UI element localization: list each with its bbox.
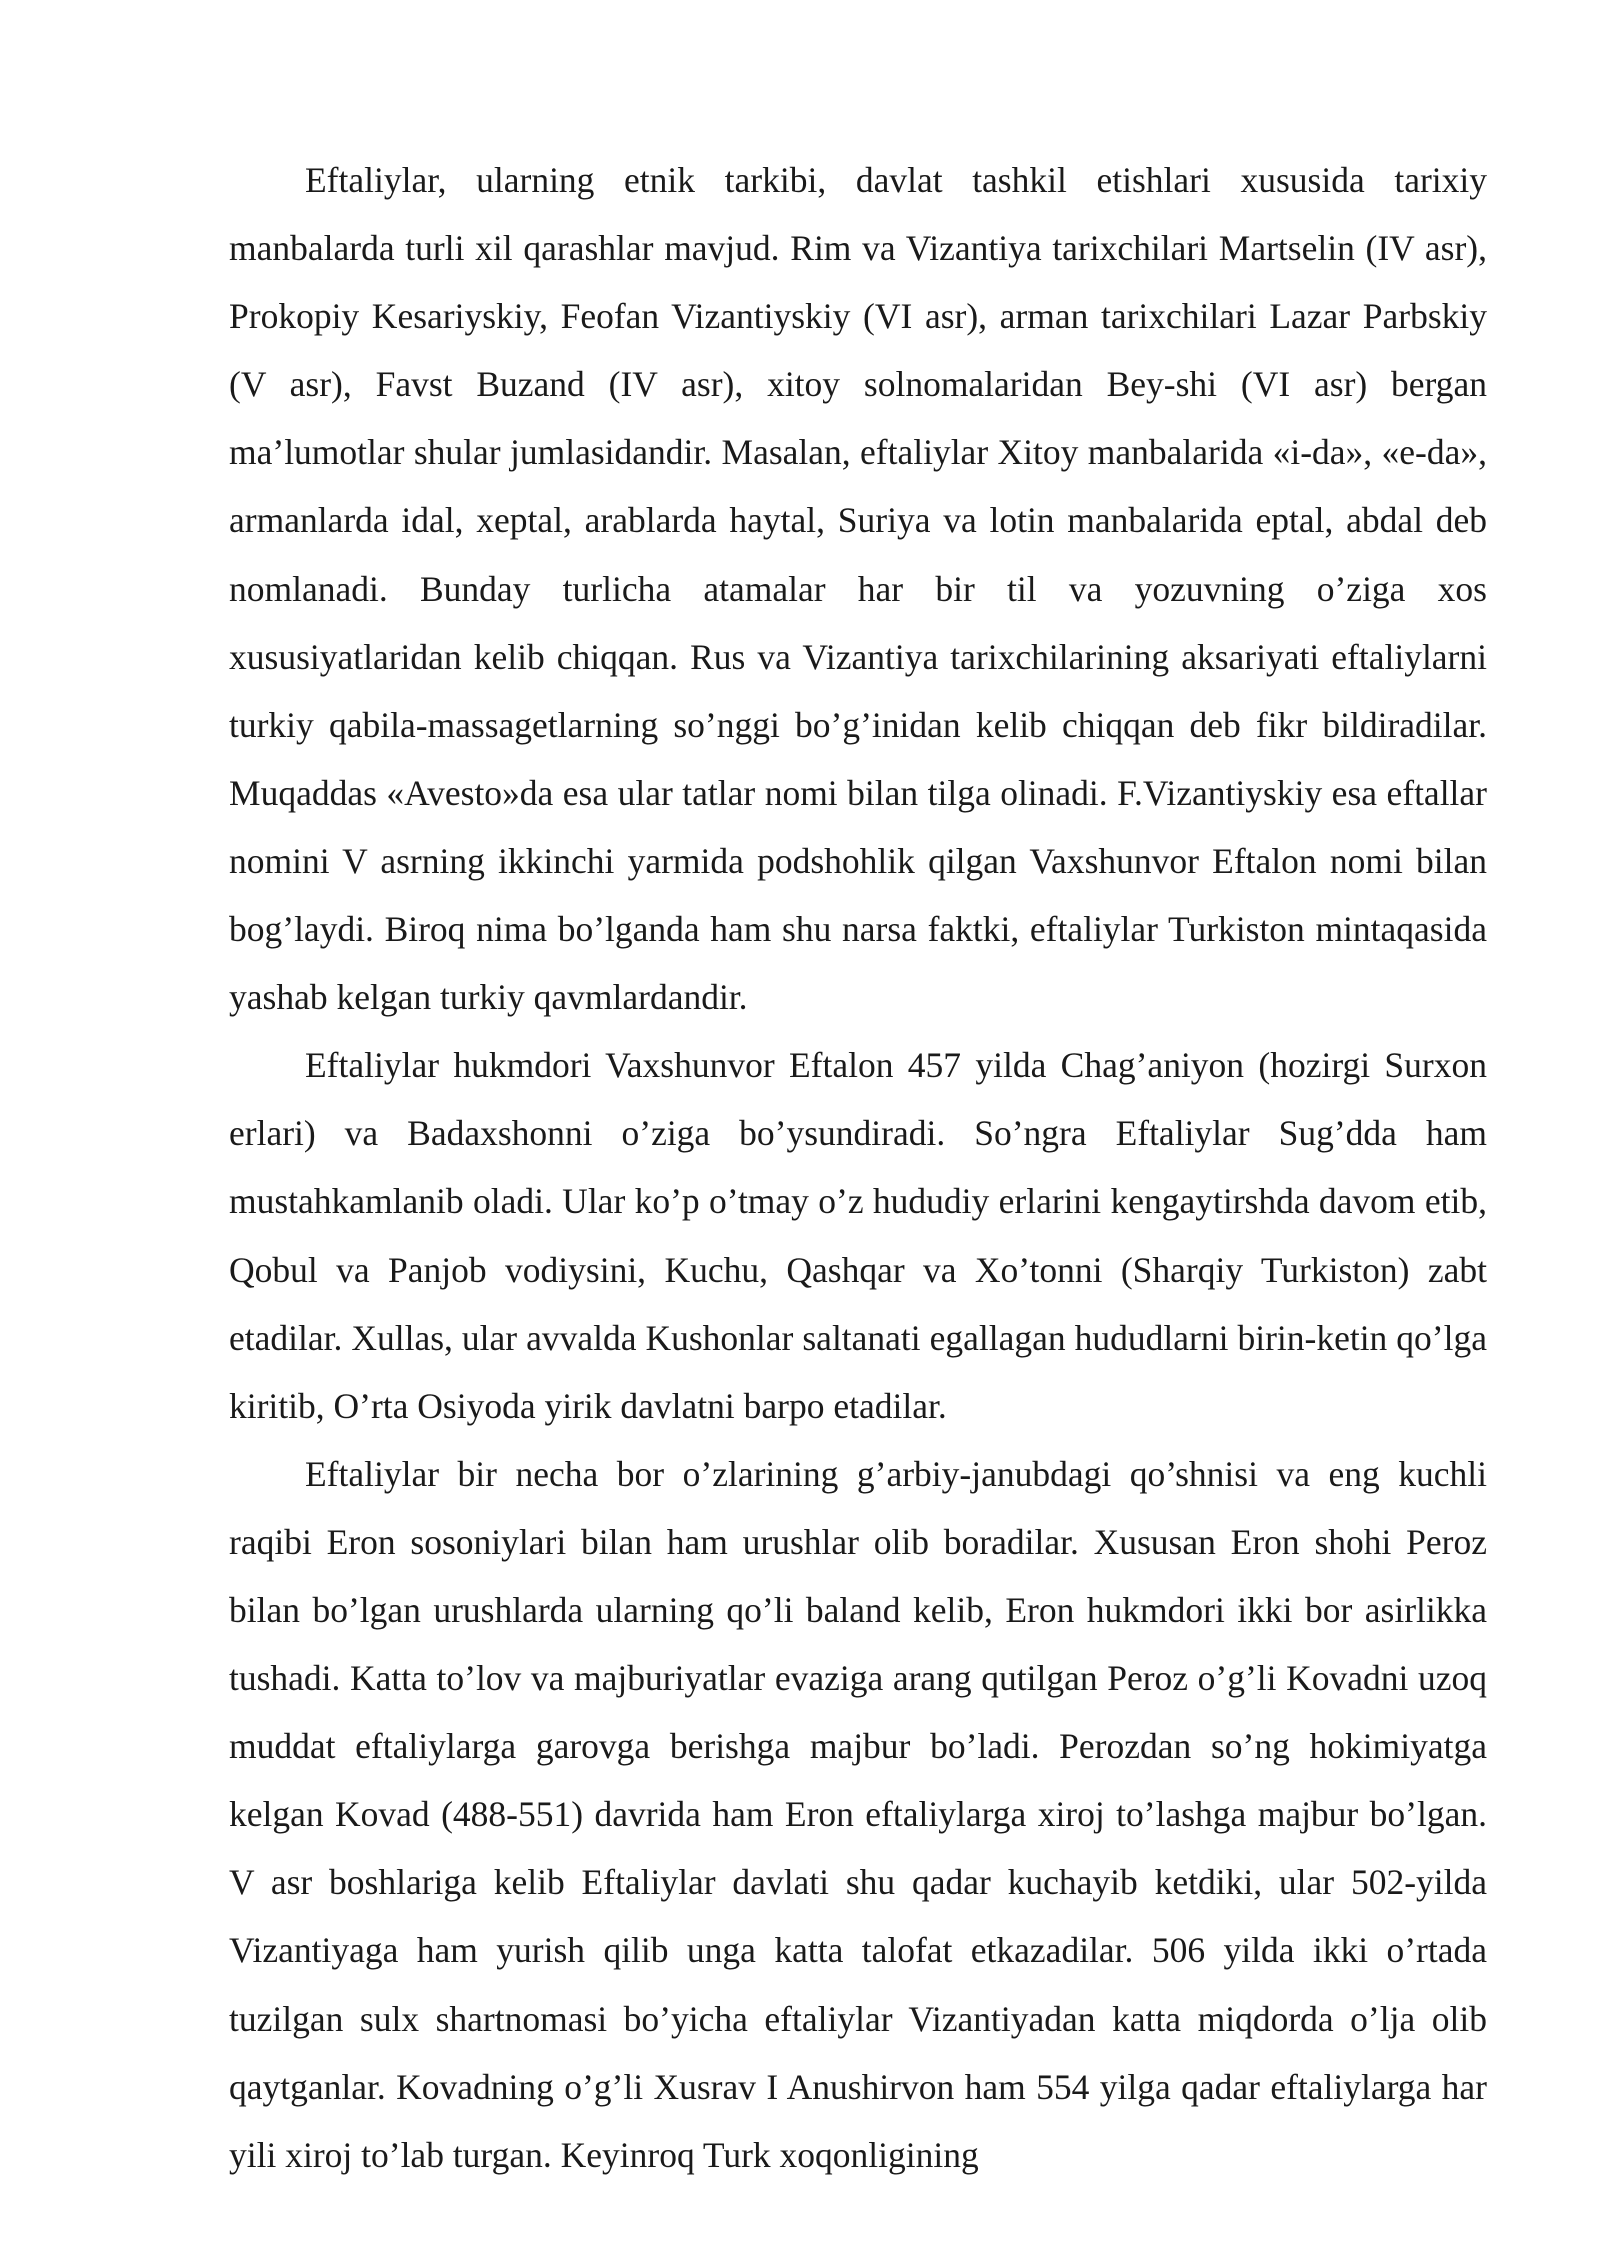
paragraph-2: Eftaliylar hukmdori Vaxshunvor Eftalon 457 yilda Chag’aniyon (hozirgi Surxon erlari) va Badaxshonni o’ziga bo’ysundiradi. So’ngra Eftaliylar Sug’dda ham mustahkamlanib oladi. Ular ko’p o’tmay o’z hududiy erlarini kengaytirshda davom etib, Qobul va Panjob vodiysini, Kuchu, Qashqar va Xo’tonni (Sharqiy Turkiston) zabt etadilar. Xullas, ular avvalda Kushonlar saltanati egallagan hududlarni birin-ketin qo’lga kiritib, O’rta Osiyoda yirik davlatni barpo etadilar. (229, 1045, 1487, 1426)
paragraph-3: Eftaliylar bir necha bor o’zlarining g’arbiy-janubdagi qo’shnisi va eng kuchli raqibi Eron sosoniylari bilan ham urushlar olib boradilar. Xususan Eron shohi Peroz bilan bo’lgan urushlarda ularning qo’li baland kelib, Eron hukmdori ikki bor asirlikka tushadi. Katta to’lov va majburiyatlar evaziga arang qutilgan Peroz o’g’li Kovadni uzoq muddat eftaliylarga garovga berishga majbur bo’ladi. Perozdan so’ng hokimiyatga kelgan Kovad (488-551) davrida ham Eron eftaliylarga xiroj to’lashga majbur bo’lgan. V asr boshlariga kelib Eftaliylar davlati shu qadar kuchayib ketdiki, ular 502-yilda Vizantiyaga ham yurish qilib unga katta talofat etkazadilar. 506 yilda ikki o’rtada tuzilgan sulx shartnomasi bo’yicha eftaliylar Vizantiyadan katta miqdorda o’lja olib qaytganlar. Kovadning o’g’li Xusrav I Anushirvon ham 554 yilga qadar eftaliylarga har yili xiroj to’lab turgan. Keyinroq Turk xoqonligining (229, 1453, 1487, 2175)
document-page (229, 146, 1487, 2189)
paragraph-1: Eftaliylar, ularning etnik tarkibi, davlat tashkil etishlari xususida tarixiy manbalarda turli xil qarashlar mavjud. Rim va Vizantiya tarixchilari Martselin (IV asr), Prokopiy Kesariyskiy, Feofan Vizantiyskiy (VI asr), arman tarixchilari Lazar Parbskiy (V asr), Favst Buzand (IV asr), xitoy solnomalaridan Bey-shi (VI asr) bergan ma’lumotlar shular jumlasidandir. Masalan, eftaliylar Xitoy manbalarida «i-da», «e-da», armanlarda idal, xeptal, arablarda haytal, Suriya va lotin manbalarida eptal, abdal deb nomlanadi. Bunday turlicha atamalar har bir til va yozuvning o’ziga xos xususiyatlaridan kelib chiqqan. Rus va Vizantiya tarixchilarining aksariyati eftaliylarni turkiy qabila-massagetlarning so’nggi bo’g’inidan kelib chiqqan deb fikr bildiradilar. Muqaddas «Avesto»da esa ular tatlar nomi bilan tilga olinadi. F.Vizantiyskiy esa eftallar nomini V asrning ikkinchi yarmida podshohlik qilgan Vaxshunvor Eftalon nomi bilan bog’laydi. Biroq nima bo’lganda ham shu narsa faktki, eftaliylar Turkiston mintaqasida yashab kelgan turkiy qavmlardandir. (229, 160, 1487, 1018)
